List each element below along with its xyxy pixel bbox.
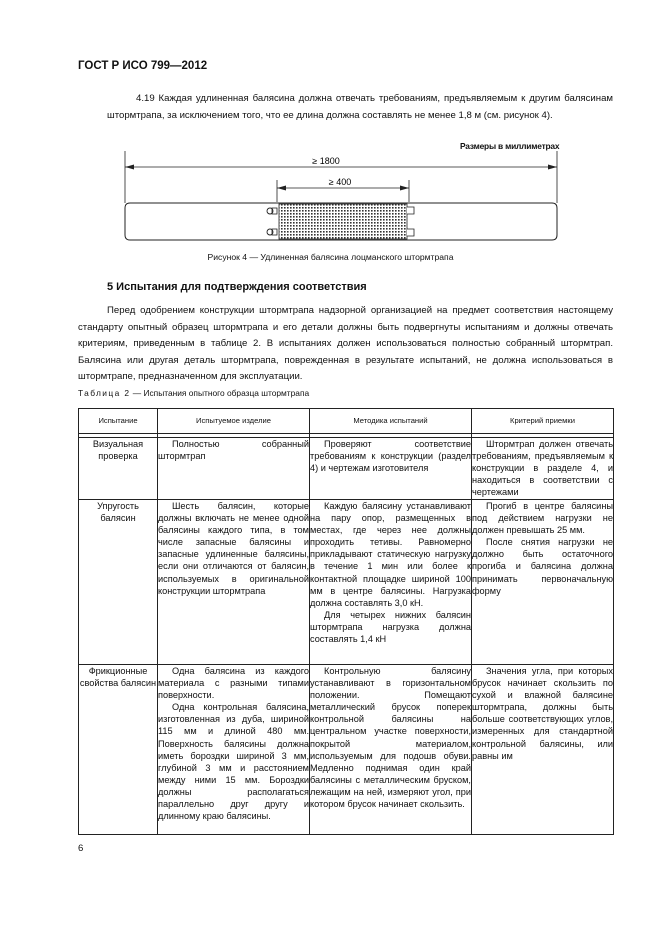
cell-item: Полностью собранный штормтрап [158,438,310,500]
table-header-row [79,409,614,434]
cell-criterion: Штормтрап должен отвечать требованиям, предъявляемым к конструкции в разделе 4, и находиться в соответствии с чертежами [472,438,614,500]
header-criterion: Критерий приемки [472,409,614,434]
tests-table [78,408,614,835]
section-5-paragraph [78,303,613,386]
figure-4-rung-drawing [110,150,570,250]
section-5-text: Перед одобрением конструкции штормтрапа надзорной организацией на предмет соответствия настоящему стандарту опытный образец штормтрапа и его детали должны быть подвергнуты испытаниям и должны отвечать критериям, приведенным в таблице 2. В испытаниях должен использоваться полностью собранный штормтрап. Балясина или другая деталь штормтрапа, поврежденная в результате испытаний, не должна использоваться в штормтрапе, предназначенном для эксплуатации. [78,305,613,383]
overall-dimension-label: ≥ 1800 [312,156,340,166]
table-row [79,438,614,500]
cell-test: Визуальная проверка [79,438,158,500]
clause-4-19 [107,91,613,124]
cell-item: Шесть балясин, которые должны включать не менее одной балясины каждого типа, в том числе запасные балясины и запасные удлиненные балясины, если они отличаются от балясин, используемых в оригинальной конструкции штормтрапа [158,500,310,665]
cell-criterion: Значения угла, при которых брусок начинает скользить по сухой и влажной балясине штормтрапа, должны быть больше соответствующих углов, измеренных для стандартной контрольной балясины, или равны им [472,665,614,835]
header-test: Испытание [79,409,158,434]
cell-test: Фрикционные свойства балясин [79,665,158,835]
cell-item: Одна балясина из каждого материала с разными типами поверхности. Одна контрольная балясина, изготовленная из дуба, шириной 115 мм и длиной 480 мм. Поверхность балясины должна иметь бороздки шириной 3 мм, глубиной 3 мм и расстоянием между ними 15 мм. Бороздки должны располагаться параллельно друг другу и длинному краю балясины. [158,665,310,835]
page-number: 6 [78,843,84,854]
figure-caption: Рисунок 4 — Удлиненная балясина лоцманского штормтрапа [207,252,454,262]
cell-method: Каждую балясину устанавливают на пару опор, размещенных в местах, где через нее должны проходить тетивы. Равномерно прикладывают статическую нагрузку в течение 1 мин или более к контактной площадке шириной 100 мм в центре балясины. Нагрузка должна составлять 3,0 кН. Для четырех нижних балясин штормтрапа нагрузка должна составлять 1,4 кН [310,500,472,665]
grip-dimension-label: ≥ 400 [328,177,352,187]
notch-right-bottom [407,229,414,236]
cell-method: Проверяют соответствие требованиям к конструкции (раздел 4) и чертежам изготовителя [310,438,472,500]
figure-units-note: Размеры в миллиметрах [460,141,560,151]
table-caption [78,388,309,398]
cell-test: Упругость балясин [79,500,158,665]
clause-4-19-text: 4.19 Каждая удлиненная балясина должна отвечать требованиям, предъявляемым к другим балясинам штормтрапа, за исключением того, что ее длина должна составлять не менее 1,8 м (см. рисунок 4). [107,93,613,121]
document-header: ГОСТ Р ИСО 799—2012 [78,60,208,72]
header-method: Методика испытаний [310,409,472,434]
table-caption-title: — Испытания опытного образца штормтрапа [130,388,310,398]
table-row [79,500,614,665]
notch-right-top [407,207,414,214]
cell-method: Контрольную балясину устанавливают в горизонтальном положении. Помещают металлический брусок поперек контрольной балясины на центральном участке поверхности, покрытой материалом, используемым для подошв обуви. Медленно поднимая один край балясины с металлическим бруском, лежащим на ней, измеряют угол, при котором брусок начинает скользить. [310,665,472,835]
table-row [79,665,614,835]
cell-criterion: Прогиб в центре балясины под действием нагрузки не должен превышать 25 мм. После снятия нагрузки не должно быть остаточного прогиба и балясина должна принимать первоначальную форму [472,500,614,665]
header-item: Испытуемое изделие [158,409,310,434]
anti-slip-grip-area [279,204,407,239]
table-caption-prefix: Таблица 2 [78,388,131,398]
section-5-title: 5 Испытания для подтверждения соответствия [107,281,367,293]
